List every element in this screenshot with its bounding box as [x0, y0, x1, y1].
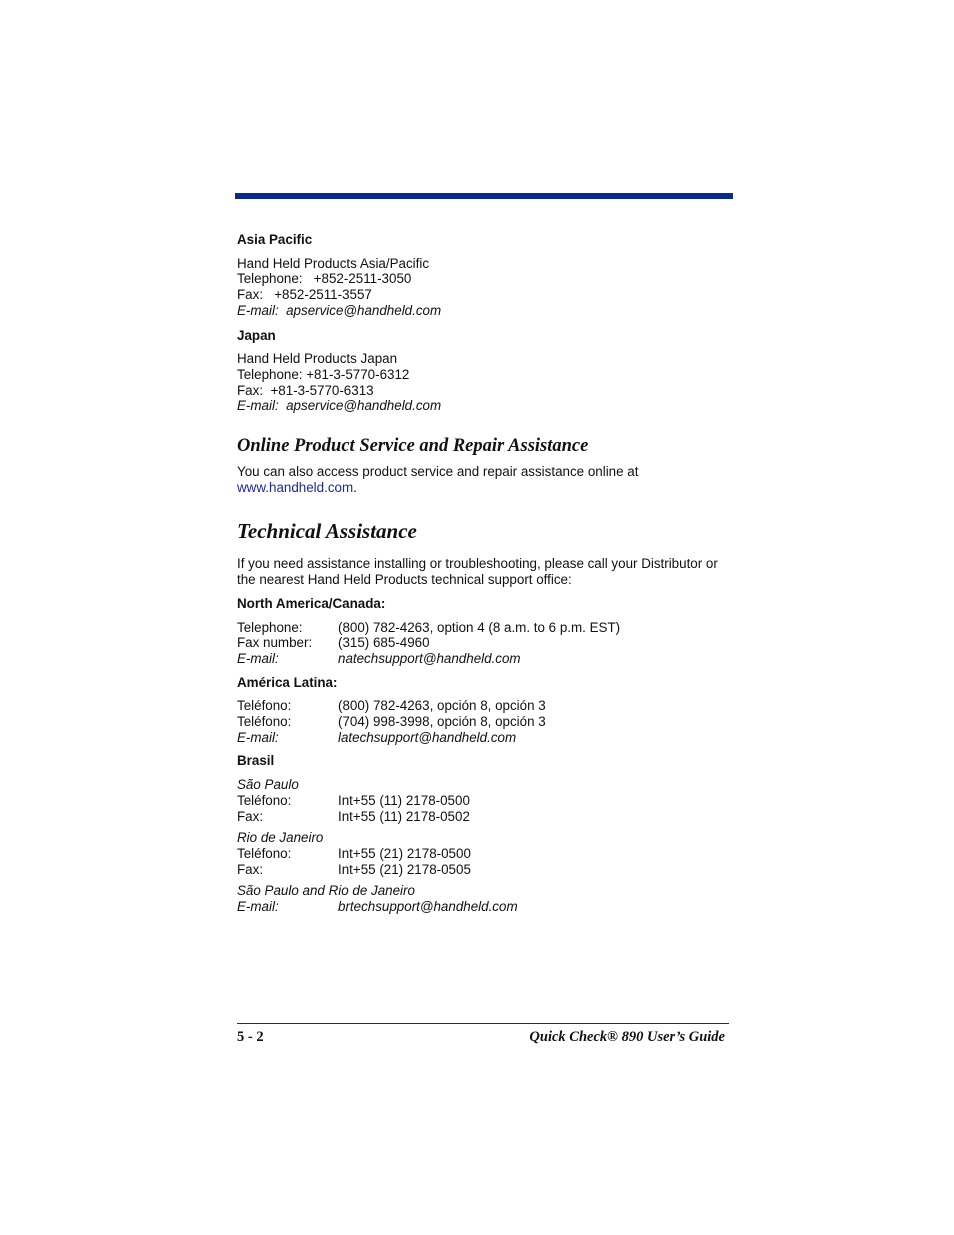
page-content [237, 232, 732, 915]
row-value: Int+55 (11) 2178-0500 [338, 792, 470, 808]
latin-america-row-telephone-2 [237, 714, 732, 730]
online-text [237, 464, 732, 495]
row-value: brtechsupport@handheld.com [338, 899, 518, 915]
row-value: natechsupport@handheld.com [338, 650, 521, 666]
row-label: Teléfono: [237, 714, 292, 730]
row-label: E-mail: [237, 899, 279, 915]
asia-pacific-email: E-mail: apservice@handheld.com [237, 302, 442, 318]
latin-america-heading: América Latina: [237, 674, 338, 690]
online-text-body: You can also access product service and repair assistance online at [237, 464, 639, 480]
footer-rule [237, 1023, 729, 1024]
sao-paulo-city: São Paulo [237, 777, 299, 793]
row-value: latechsupport@handheld.com [338, 729, 517, 745]
technical-heading: Technical Assistance [237, 519, 417, 544]
japan-email: E-mail: apservice@handheld.com [237, 398, 442, 414]
rio-row-fax [237, 862, 732, 878]
north-america-row-telephone [237, 620, 732, 636]
online-section [237, 435, 732, 495]
row-label: Fax: [237, 808, 264, 824]
asia-pacific-heading: Asia Pacific [237, 232, 313, 247]
row-value: Int+55 (21) 2178-0500 [338, 845, 471, 861]
guide-title: Quick Check® 890 User’s Guide [529, 1029, 725, 1045]
north-america-heading: North America/Canada: [237, 595, 386, 611]
row-label: Fax number: [237, 635, 313, 651]
sao-paulo-row-fax [237, 809, 732, 825]
rio-city: Rio de Janeiro [237, 830, 324, 846]
handheld-website-link[interactable]: www.handheld.com [237, 479, 354, 495]
row-label: Teléfono: [237, 698, 292, 714]
technical-intro: If you need assistance installing or troubleshooting, please call your Distributor or the nearest Hand Held Products technical support office: [237, 556, 718, 588]
latin-america-row-telephone-1 [237, 698, 732, 714]
row-label: E-mail: [237, 729, 279, 745]
row-value: (315) 685-4960 [338, 635, 430, 651]
japan-fax: Fax: +81-3-5770-6313 [237, 382, 374, 398]
asia-pacific-telephone: Telephone: +852-2511-3050 [237, 271, 412, 287]
online-heading: Online Product Service and Repair Assistance [237, 436, 589, 457]
row-value: (800) 782-4263, opción 8, opción 3 [338, 698, 546, 714]
latin-america-row-email [237, 730, 732, 746]
row-label: Fax: [237, 861, 264, 877]
row-value: Int+55 (21) 2178-0505 [338, 861, 471, 877]
sao-paulo-row-telephone [237, 793, 732, 809]
asia-pacific-section [237, 232, 732, 319]
row-label: Teléfono: [237, 792, 292, 808]
row-value: (800) 782-4263, option 4 (8 a.m. to 6 p.m. EST) [338, 619, 621, 635]
north-america-row-fax [237, 635, 732, 651]
row-label: E-mail: [237, 650, 279, 666]
row-label: Teléfono: [237, 845, 292, 861]
technical-section [237, 518, 732, 914]
both-cities: São Paulo and Rio de Janeiro [237, 883, 415, 899]
row-value: (704) 998-3998, opción 8, opción 3 [338, 714, 546, 730]
header-bar [235, 193, 733, 199]
north-america-row-email [237, 651, 732, 667]
row-value: Int+55 (11) 2178-0502 [338, 808, 470, 824]
japan-section [237, 328, 732, 415]
asia-pacific-fax: Fax: +852-2511-3557 [237, 287, 372, 303]
row-label: Telephone: [237, 619, 303, 635]
online-text-period: . [353, 479, 357, 495]
brasil-heading: Brasil [237, 753, 275, 769]
japan-telephone: Telephone: +81-3-5770-6312 [237, 366, 410, 382]
japan-company: Hand Held Products Japan [237, 351, 398, 367]
rio-row-telephone [237, 846, 732, 862]
japan-heading: Japan [237, 327, 276, 343]
page-number: 5 - 2 [237, 1029, 264, 1045]
brasil-row-email [237, 899, 732, 915]
asia-pacific-company: Hand Held Products Asia/Pacific [237, 255, 430, 271]
